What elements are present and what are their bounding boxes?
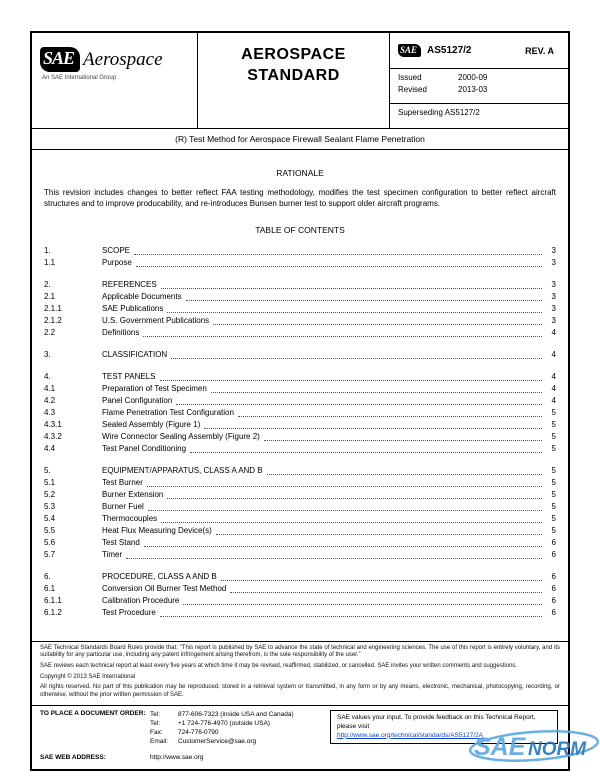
toc-page: 5 — [551, 444, 556, 454]
logo-tagline: An SAE International Group — [42, 75, 117, 81]
toc-title: Wire Connector Sealing Assembly (Figure 2) — [102, 432, 260, 442]
toc-leader — [147, 486, 542, 487]
web-address-label: SAE WEB ADDRESS: — [40, 754, 106, 761]
tel-intl-value: +1 724-776-4970 (outside USA) — [178, 720, 270, 727]
toc-title: SAE Publications — [102, 304, 164, 314]
toc-title: Heat Flux Measuring Device(s) — [102, 526, 212, 536]
toc-entry — [44, 245, 556, 257]
document-type-cell — [198, 33, 390, 128]
toc-leader — [161, 522, 542, 523]
legal-notices — [32, 642, 568, 705]
toc-title: Timer — [102, 550, 123, 560]
toc-title: SCOPE — [102, 246, 131, 256]
document-title: (R) Test Method for Aerospace Firewall Sealant Flame Penetration — [32, 129, 568, 150]
toc-entry — [44, 607, 556, 619]
standard-cover-sheet — [30, 31, 570, 771]
toc-page: 5 — [551, 408, 556, 418]
toc-page: 5 — [551, 514, 556, 524]
toc-leader — [190, 452, 542, 453]
document-info-cell — [390, 33, 568, 128]
review-notice: SAE reviews each technical report at least every five years at which time it may be revised, reaffirmed, stabilized, or cancelled. SAE invites your written comments and suggestions. — [40, 663, 518, 670]
superseding-note: Superseding AS5127/2 — [398, 108, 480, 117]
toc-page: 5 — [551, 526, 556, 536]
toc-number: 2.1.1 — [44, 304, 62, 314]
order-line-tel-intl — [150, 719, 294, 728]
toc-entry — [44, 571, 556, 583]
order-contact-block — [40, 710, 330, 746]
toc-entry — [44, 501, 556, 513]
toc-page: 3 — [551, 292, 556, 302]
issued-label: Issued — [398, 73, 422, 82]
toc-number: 2. — [44, 280, 51, 290]
toc-number: 2.1.2 — [44, 316, 62, 326]
tel-label: Tel: — [150, 720, 161, 727]
toc-page: 4 — [551, 384, 556, 394]
toc-leader — [160, 380, 543, 381]
toc-title: Burner Extension — [102, 490, 164, 500]
toc-entry — [44, 349, 556, 361]
toc-leader — [211, 392, 542, 393]
toc-title: REFERENCES — [102, 280, 157, 290]
toc-page: 3 — [551, 246, 556, 256]
toc-entry — [44, 595, 556, 607]
toc-page: 6 — [551, 584, 556, 594]
revised-date: 2013-03 — [458, 85, 488, 94]
toc-entry — [44, 489, 556, 501]
feedback-text-line1: SAE values your input. To provide feedback — [337, 714, 463, 721]
email-label: Email: — [150, 738, 169, 745]
toc-title: Test Stand — [102, 538, 140, 548]
watermark-text-norm: NORM — [528, 739, 587, 760]
toc-number: 2.1 — [44, 292, 56, 302]
revision-label: REV. A — [525, 45, 554, 56]
toc-page: 4 — [551, 328, 556, 338]
toc-entry — [44, 257, 556, 269]
toc-leader — [148, 510, 542, 511]
toc-title: Test Burner — [102, 478, 143, 488]
toc-title: Applicable Documents — [102, 292, 182, 302]
email-value: CustomerService@sae.org — [178, 738, 257, 745]
toc-heading: TABLE OF CONTENTS — [255, 225, 345, 236]
toc-number: 6.1 — [44, 584, 56, 594]
fax-label: Fax: — [150, 729, 163, 736]
toc-entry — [44, 279, 556, 291]
rationale-heading: RATIONALE — [276, 168, 324, 178]
order-heading: TO PLACE A DOCUMENT ORDER: — [40, 710, 146, 717]
order-line-tel-usa — [150, 710, 294, 719]
toc-leader — [171, 358, 542, 359]
toc-title: PROCEDURE, CLASS A AND B — [102, 572, 217, 582]
web-address-value: http://www.sae.org — [150, 754, 204, 761]
toc-page: 5 — [551, 420, 556, 430]
toc-number: 4.4 — [44, 444, 56, 454]
toc-number: 5.5 — [44, 526, 56, 536]
toc-entry — [44, 407, 556, 419]
toc-page: 6 — [551, 550, 556, 560]
document-number: AS5127/2 — [427, 45, 472, 56]
toc-leader — [144, 546, 542, 547]
toc-leader — [134, 254, 542, 255]
rationale-text: This revision includes changes to better reflect FAA testing methodology, modifies the test specimen configuration to better reflect aircraft structures and to improve producability, and re-introduces Bunsen burner test to support older aircraft programs. — [44, 188, 556, 208]
sae-emblem-icon: SAE — [398, 44, 421, 57]
toc-leader — [186, 300, 542, 301]
toc-leader — [161, 288, 542, 289]
toc-entry — [44, 395, 556, 407]
toc-page: 5 — [551, 490, 556, 500]
toc-leader — [167, 498, 542, 499]
toc-leader — [167, 312, 542, 313]
toc-title: Flame Penetration Test Configuration — [102, 408, 234, 418]
logo-division-name: Aerospace — [83, 48, 163, 70]
toc-number: 4.3.1 — [44, 420, 62, 430]
toc-entry — [44, 549, 556, 561]
toc-number: 5.2 — [44, 490, 56, 500]
toc-leader — [160, 616, 542, 617]
tsb-rules-notice: SAE Technical Standards Board Rules provide that: "This report is published by SAE to advance the state of technical and engineering sciences. The use of this report is entirely voluntary, and its suitability for any particular use, including any patent infringement arising therefrom, is the sole responsibility of the user." — [40, 644, 560, 659]
toc-page: 3 — [551, 304, 556, 314]
toc-number: 5.1 — [44, 478, 56, 488]
dates-block — [390, 69, 568, 104]
header — [32, 33, 568, 129]
toc-number: 2.2 — [44, 328, 56, 338]
toc-title: Definitions — [102, 328, 140, 338]
toc-entry — [44, 537, 556, 549]
toc-number: 6. — [44, 572, 51, 582]
toc-page: 3 — [551, 258, 556, 268]
toc-entry — [44, 291, 556, 303]
toc-page: 5 — [551, 502, 556, 512]
toc-page: 3 — [551, 316, 556, 326]
toc-leader — [183, 604, 542, 605]
revised-label: Revised — [398, 85, 427, 94]
toc-entry — [44, 315, 556, 327]
toc-entry — [44, 513, 556, 525]
toc-number: 1.1 — [44, 258, 56, 268]
toc-title: Test Panel Conditioning — [102, 444, 187, 454]
toc-title: Sealed Assembly (Figure 1) — [102, 420, 201, 430]
toc-entry — [44, 419, 556, 431]
tel-usa-value: 877-606-7323 (inside USA and Canada) — [178, 711, 294, 718]
table-of-contents — [44, 245, 556, 619]
toc-page: 6 — [551, 538, 556, 548]
toc-page: 5 — [551, 432, 556, 442]
toc-leader — [230, 592, 542, 593]
toc-leader — [204, 428, 542, 429]
watermark-text-sae: SAE — [474, 733, 526, 761]
toc-number: 5.6 — [44, 538, 56, 548]
toc-entry — [44, 465, 556, 477]
saenorm-logo-icon — [466, 725, 600, 771]
document-type-line2: STANDARD — [247, 66, 340, 84]
toc-number: 5.3 — [44, 502, 56, 512]
toc-page: 6 — [551, 608, 556, 618]
tel-label: Tel: — [150, 711, 161, 718]
toc-number: 4.2 — [44, 396, 56, 406]
sae-logo-icon: SAE — [40, 47, 80, 72]
toc-number: 1. — [44, 246, 51, 256]
toc-number: 4.3 — [44, 408, 56, 418]
toc-entry — [44, 303, 556, 315]
toc-page: 5 — [551, 478, 556, 488]
order-line-fax — [150, 728, 294, 737]
toc-entry — [44, 525, 556, 537]
toc-page: 4 — [551, 396, 556, 406]
feedback-link[interactable]: http://www.sae.org/technical/standards/AS5127/2A — [337, 731, 483, 739]
toc-leader — [126, 558, 542, 559]
toc-entry — [44, 371, 556, 383]
toc-entry — [44, 327, 556, 339]
toc-number: 6.1.1 — [44, 596, 62, 606]
toc-title: Preparation of Test Specimen — [102, 384, 207, 394]
toc-page: 4 — [551, 350, 556, 360]
toc-page: 6 — [551, 596, 556, 606]
toc-leader — [267, 474, 542, 475]
toc-number: 4.3.2 — [44, 432, 62, 442]
toc-leader — [264, 440, 542, 441]
issued-date: 2000-09 — [458, 73, 488, 82]
toc-page: 3 — [551, 280, 556, 290]
toc-leader — [176, 404, 542, 405]
toc-title: U.S. Government Publications — [102, 316, 210, 326]
toc-entry — [44, 443, 556, 455]
toc-entry — [44, 583, 556, 595]
toc-title: Burner Fuel — [102, 502, 144, 512]
toc-leader — [238, 416, 542, 417]
toc-entry — [44, 383, 556, 395]
toc-title: Thermocouples — [102, 514, 158, 524]
toc-leader — [213, 324, 542, 325]
toc-title: CLASSIFICATION — [102, 350, 168, 360]
rights-notice: All rights reserved. No part of this publication may be reproduced, stored in a retrieval system or transmitted, in any form or by any means, electronic, mechanical, photocopying, recording, or otherwise, without the prior written permission of SAE. — [40, 684, 560, 699]
toc-entry — [44, 431, 556, 443]
toc-entry — [44, 477, 556, 489]
toc-number: 6.1.2 — [44, 608, 62, 618]
toc-title: Panel Configuration — [102, 396, 173, 406]
toc-title: Conversion Oil Burner Test Method — [102, 584, 227, 594]
toc-number: 4. — [44, 372, 51, 382]
toc-page: 6 — [551, 572, 556, 582]
document-type-line1: AEROSPACE — [241, 46, 346, 63]
fax-value: 724-776-0790 — [178, 729, 219, 736]
toc-title: TEST PANELS — [102, 372, 156, 382]
publisher-logo-cell — [32, 33, 198, 128]
toc-title: Calibration Procedure — [102, 596, 180, 606]
toc-leader — [136, 266, 542, 267]
body — [32, 150, 568, 641]
toc-leader — [143, 336, 542, 337]
toc-number: 4.1 — [44, 384, 56, 394]
toc-number: 5.4 — [44, 514, 56, 524]
toc-leader — [221, 580, 542, 581]
toc-page: 5 — [551, 466, 556, 476]
copyright-line: Copyright © 2013 SAE International — [40, 674, 136, 681]
toc-title: EQUIPMENT/APPARATUS, CLASS A AND B — [102, 466, 263, 476]
order-line-email — [150, 737, 294, 746]
toc-number: 5.7 — [44, 550, 56, 560]
toc-number: 3. — [44, 350, 51, 360]
feedback-text-line2: on this Technical Report, please visit — [337, 714, 536, 730]
toc-title: Test Procedure — [102, 608, 156, 618]
toc-title: Purpose — [102, 258, 132, 268]
toc-number: 5. — [44, 466, 51, 476]
toc-leader — [216, 534, 542, 535]
saenorm-watermark-logo — [466, 725, 600, 776]
document-number-row — [390, 33, 568, 69]
toc-page: 4 — [551, 372, 556, 382]
